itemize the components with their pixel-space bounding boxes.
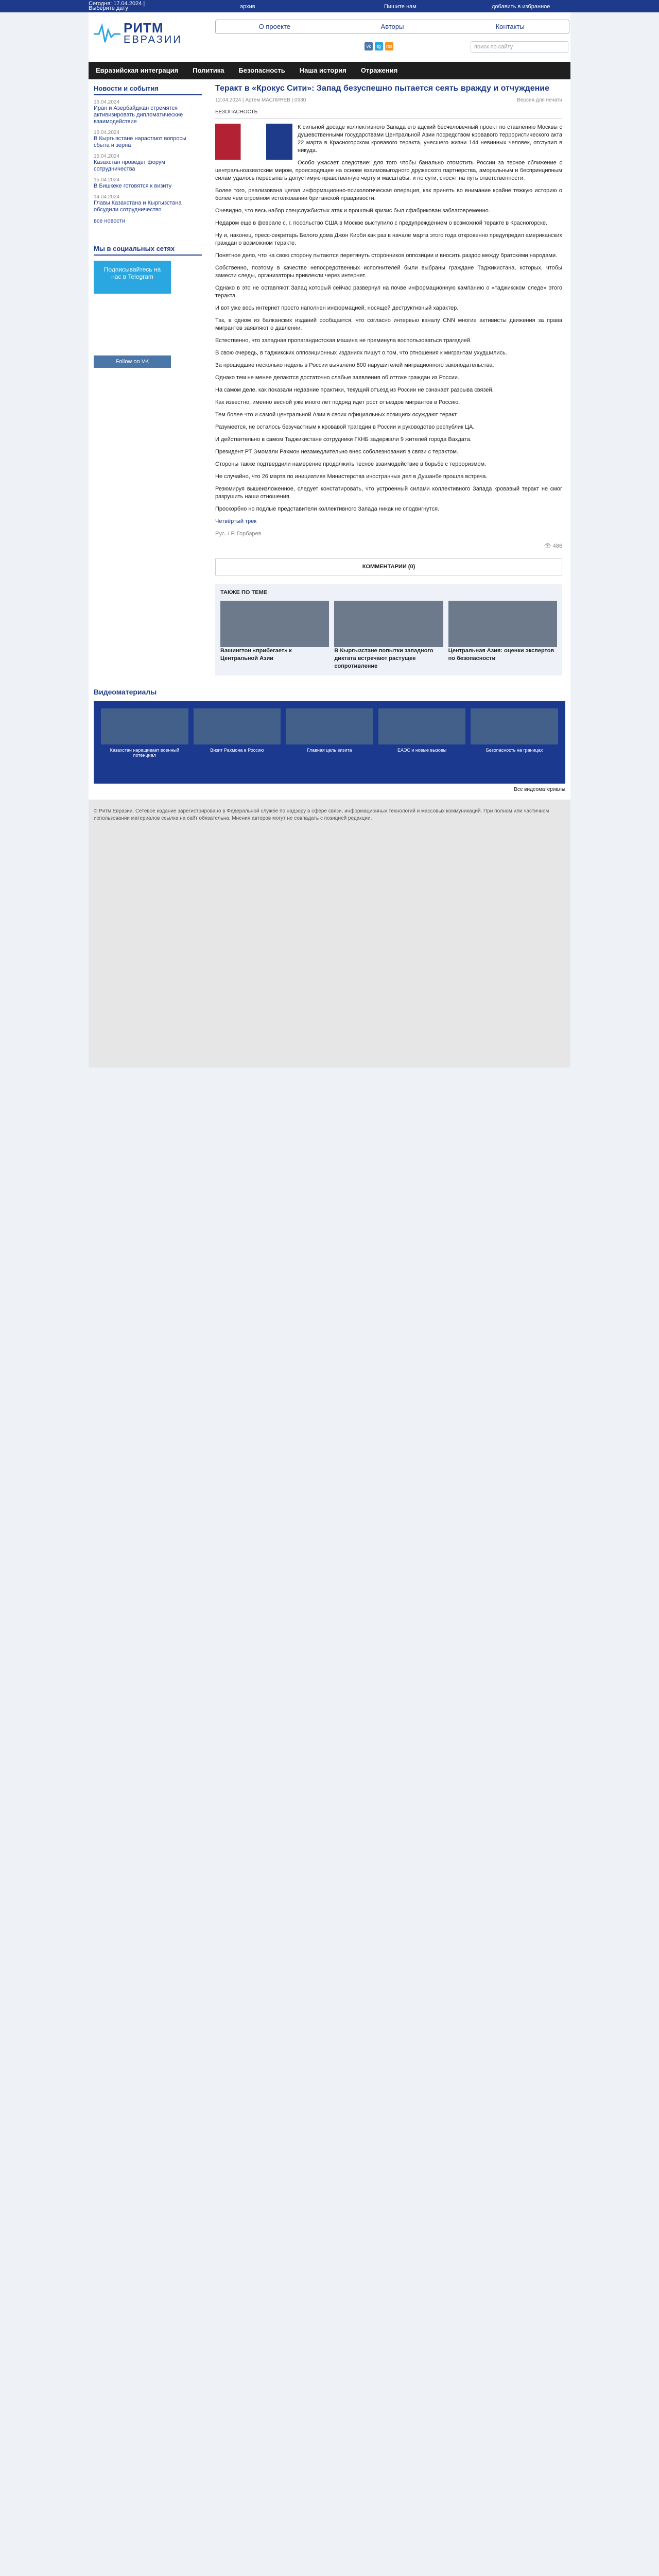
content-columns <box>89 79 570 681</box>
vk-icon[interactable]: vk <box>365 42 373 50</box>
video-item[interactable] <box>286 708 373 776</box>
news-item[interactable] <box>94 99 202 125</box>
news-heading: Новости и события <box>94 84 202 95</box>
video-caption[interactable]: Казахстан наращивает военный потенциал <box>110 748 179 758</box>
article-paragraph: За прошедшие несколько недель в России выявлено 800 нарушителей миграционного законодательства. <box>215 362 494 368</box>
article-paragraph: Президент РТ Эмомали Рахмон незамедлительно внес соболезнования в связи с терактом. <box>215 449 459 455</box>
today-date: Сегодня: 17.04.2024 | <box>89 1 145 7</box>
video-thumb <box>286 708 373 744</box>
news-text[interactable]: Главы Казахстана и Кыргызстана обсудили сотрудничество <box>94 200 182 213</box>
related-title: ТАКЖЕ ПО ТЕМЕ <box>220 589 268 596</box>
article-paragraph: И действительно в самом Таджикистане сотрудники ГКНБ задержали 9 жителей города Вахдата. <box>215 436 472 443</box>
article-paragraph: Однако в это не оставляют Запад который сейчас развернул на почве информационную кампанию о «таджикском следе» этого теракта. <box>215 285 562 299</box>
favorites-link[interactable]: добавить в избранное <box>492 4 550 10</box>
related-item[interactable] <box>334 601 443 670</box>
social-icons <box>365 42 393 50</box>
related-image <box>334 601 443 647</box>
article-paragraph: Более того, реализована целая информационно-психологическая операция, как принять во внимание крайне тяжкую историю о более чем огромном истолковании британской правдивости. <box>215 188 562 201</box>
article-paragraph: Недаром еще в феврале с. г. посольство США в Москве выступило с предупреждением о возможной теракте в Красногорске. <box>215 220 548 226</box>
rss-icon[interactable]: rss <box>385 42 393 50</box>
article-paragraph: Понятное дело, что на свою сторону пытаются перетянуть сторонников оппозиции и вносить раздор между братскими народами. <box>215 252 558 259</box>
related-caption[interactable]: В Кыргызстане попытки западного диктата встречают растущее сопротивление <box>334 648 433 669</box>
article-paragraph: Естественно, что западная пропагандистская машина не преминула воспользоваться трагедией. <box>215 337 472 344</box>
video-caption[interactable]: Главная цель визита <box>307 748 352 753</box>
video-caption[interactable]: Безопасность на границах <box>486 748 543 753</box>
videos-section <box>89 681 570 800</box>
article-paragraph: Особо ужасает следствие: для того чтобы банально отомстить России за тесное сближение с центральноазиатским миром, происходящее на основе взаимовыгодного дружеского партнерства, аморальным и беспринципным силам удалось пересыпать допустимую нравственную черту и масштабы, и по сути, сносят на путь ответственности. <box>215 160 562 181</box>
related-item[interactable] <box>448 601 557 670</box>
vk-follow-button[interactable]: Follow on VK <box>94 355 171 368</box>
article-body <box>215 124 562 513</box>
article-photo <box>215 124 292 160</box>
article-date: 12.04.2024 | Артем МАСЛИЯЕВ | 0930 <box>215 97 306 103</box>
article-paragraph: Собственно, поэтому в качестве непосредственных исполнителей были выбраны граждане Таджикистана, которых, чтобы замести следы, организаторы привлекли через интернет. <box>215 265 562 279</box>
news-date: 14.04.2024 <box>94 194 120 200</box>
article-paragraph: К сильной досаде коллективного Запада его адский бесчеловечный проект по ставлению Москвы с душевственными государствами Центральной Азии посредством кровавого террористического акта 22 марта в Красногорском кровавого теракта, унесшего жизни 144 невинных человек, отступил в никуда. <box>298 124 562 154</box>
social-heading: Мы в социальных сетях <box>94 245 202 256</box>
news-text[interactable]: В Кыргызстане нарастают вопросы сбыта и зерна <box>94 135 186 148</box>
article-paragraph: В свою очередь, в таджикских оппозиционных изданиях пишут о том, что отношения к мигрантам ухудшились. <box>215 350 507 356</box>
related-item[interactable] <box>220 601 329 670</box>
page <box>89 12 570 1067</box>
menu-authors[interactable]: Авторы <box>380 23 404 30</box>
video-item[interactable] <box>194 708 281 776</box>
news-date: 15.04.2024 <box>94 154 120 159</box>
news-date: 16.04.2024 <box>94 99 120 105</box>
article-paragraph: Тем более что и самой центральной Азии в своих официальных позициях осуждают теракт. <box>215 412 458 418</box>
video-thumb <box>378 708 466 744</box>
news-date: 15.04.2024 <box>94 177 120 183</box>
archive-link[interactable]: архив <box>240 4 255 10</box>
news-text[interactable]: В Бишкеке готовятся к визиту <box>94 183 172 189</box>
video-caption[interactable]: ЕАЭС и новые вызовы <box>397 748 447 753</box>
view-count-value: 486 <box>552 543 562 549</box>
date-picker[interactable]: Выберите дату <box>89 5 128 11</box>
article-meta <box>215 96 562 104</box>
article-section: БЕЗОПАСНОСТЬ <box>215 108 562 118</box>
all-news-link[interactable]: все новости <box>94 218 126 224</box>
article-paragraph: Ну и, наконец, пресс-секретарь Белого дома Джон Кирби как раз в начале марта этого года откровенно предупредил американских граждан о возможном теракте. <box>215 232 562 246</box>
view-count <box>215 543 562 550</box>
video-item[interactable] <box>378 708 466 776</box>
print-link[interactable]: Версия для печати <box>517 97 562 103</box>
topbar <box>0 0 659 12</box>
nav-security[interactable]: Безопасность <box>238 66 285 74</box>
article-paragraph: Проскорбно но подлые представители коллективного Запада никак не сподвигнутся. <box>215 506 440 512</box>
video-thumb <box>194 708 281 744</box>
search-input[interactable]: поиск по сайту <box>471 41 568 53</box>
logo-top: РИТМ <box>124 20 164 36</box>
footer: © Ритм Евразии. Сетевое издание зарегистрировано в Федеральной службе по надзору в сфере связи, информационных технологий и массовых коммуникаций. При полном или частичном использовании материалов ссылка на сайт обязательна. Мнения авторов могут не совпадать с позицией редакции. <box>89 800 570 1067</box>
top-menu <box>215 20 569 34</box>
news-item[interactable] <box>94 194 202 213</box>
article-paragraph: Стороны также подтвердили намерение продолжить тесное взаимодействие в борьбе с терроризмом. <box>215 461 487 467</box>
related-block <box>215 584 562 675</box>
article <box>207 79 570 681</box>
article-paragraph: Не случайно, что 26 марта по инициативе Министерства иностранных дел в Душанбе прошла встреча. <box>215 473 488 480</box>
article-paragraph: Однако тем не менее делаются достаточно слабые заявления об оттоке граждан из России. <box>215 375 459 381</box>
article-paragraph: И вот уже весь интернет просто наполнен информацией, носящей деструктивный характер. <box>215 305 459 311</box>
logo-bottom: ЕВРАЗИИ <box>124 34 182 45</box>
article-paragraph: Как известно, именно весной уже много лет подряд идет рост отъездов мигрантов в Россию. <box>215 399 460 405</box>
article-paragraph: Резюмируя вышеизложенное, следует констатировать, что устроенный силами коллективного Запада кровавый теракт не смог разрушить наши отношения. <box>215 486 562 500</box>
menu-about[interactable]: О проекте <box>258 23 290 30</box>
article-title: Теракт в «Крокус Сити»: Запад безуспешно пытается сеять вражду и отчуждение <box>215 84 550 93</box>
menu-contacts[interactable]: Контакты <box>495 23 525 30</box>
news-text[interactable]: Иран и Азербайджан стремятся активизировать дипломатические взаимодействие <box>94 105 183 125</box>
news-item[interactable] <box>94 154 202 173</box>
video-caption[interactable]: Визит Рахмона в Россию <box>210 748 264 753</box>
video-item[interactable] <box>101 708 188 776</box>
news-item[interactable] <box>94 177 202 190</box>
logo[interactable] <box>94 22 182 46</box>
news-text[interactable]: Казахстан проведет форум сотрудничества <box>94 159 165 172</box>
contact-link[interactable]: Пишите нам <box>384 4 417 10</box>
header <box>89 12 570 62</box>
videos-title: Видеоматериалы <box>94 688 157 696</box>
news-item[interactable] <box>94 130 202 149</box>
sidebar <box>89 79 207 681</box>
nav-reflections[interactable]: Отражения <box>360 66 398 74</box>
news-date: 16.04.2024 <box>94 130 120 135</box>
article-paragraph: Очевидно, что весь набор спецслужбистых атак и прошлый кризис был сфабрикован заблаговременно. <box>215 208 490 214</box>
main-nav <box>89 62 570 79</box>
related-image <box>448 601 557 647</box>
video-item[interactable] <box>471 708 558 776</box>
telegram-banner[interactable]: Подписывайтесь на нас в Telegram <box>94 261 171 294</box>
video-thumb <box>471 708 558 744</box>
comments-header[interactable]: КОММЕНТАРИИ (0) <box>215 558 562 575</box>
nav-integration[interactable]: Евразийская интеграция <box>96 66 179 74</box>
article-paragraph: Так, в одном из балканских изданий сообщается, что согласно интервью каналу CNN многие активисты движения за права мигрантов заявляют о давлении. <box>215 317 562 331</box>
article-source[interactable]: Четвёртый трек <box>215 518 257 524</box>
article-paragraph: Разумеется, не осталось безучастным к кровавой трагедии в России и руководство республик ЦА. <box>215 424 475 430</box>
logo-wave-icon <box>94 23 120 45</box>
nav-history[interactable]: Наша история <box>299 66 346 74</box>
article-tags: Рус. / Р. Горбарев <box>215 531 262 537</box>
all-videos-link[interactable]: Все видеоматериалы <box>514 787 565 792</box>
article-paragraph: На самом деле, как показали недавние практики, текущий отъезд из России не означает разрыва связей. <box>215 387 494 393</box>
eye-icon: 👁 <box>544 543 553 549</box>
related-image <box>220 601 329 647</box>
video-thumb <box>101 708 188 744</box>
telegram-icon[interactable]: tg <box>375 42 383 50</box>
related-caption[interactable]: Центральная Азия: оценки экспертов по безопасности <box>448 648 554 662</box>
related-caption[interactable]: Вашингтон «прибегает» к Центральной Азии <box>220 648 292 662</box>
nav-politics[interactable]: Политика <box>193 66 224 74</box>
